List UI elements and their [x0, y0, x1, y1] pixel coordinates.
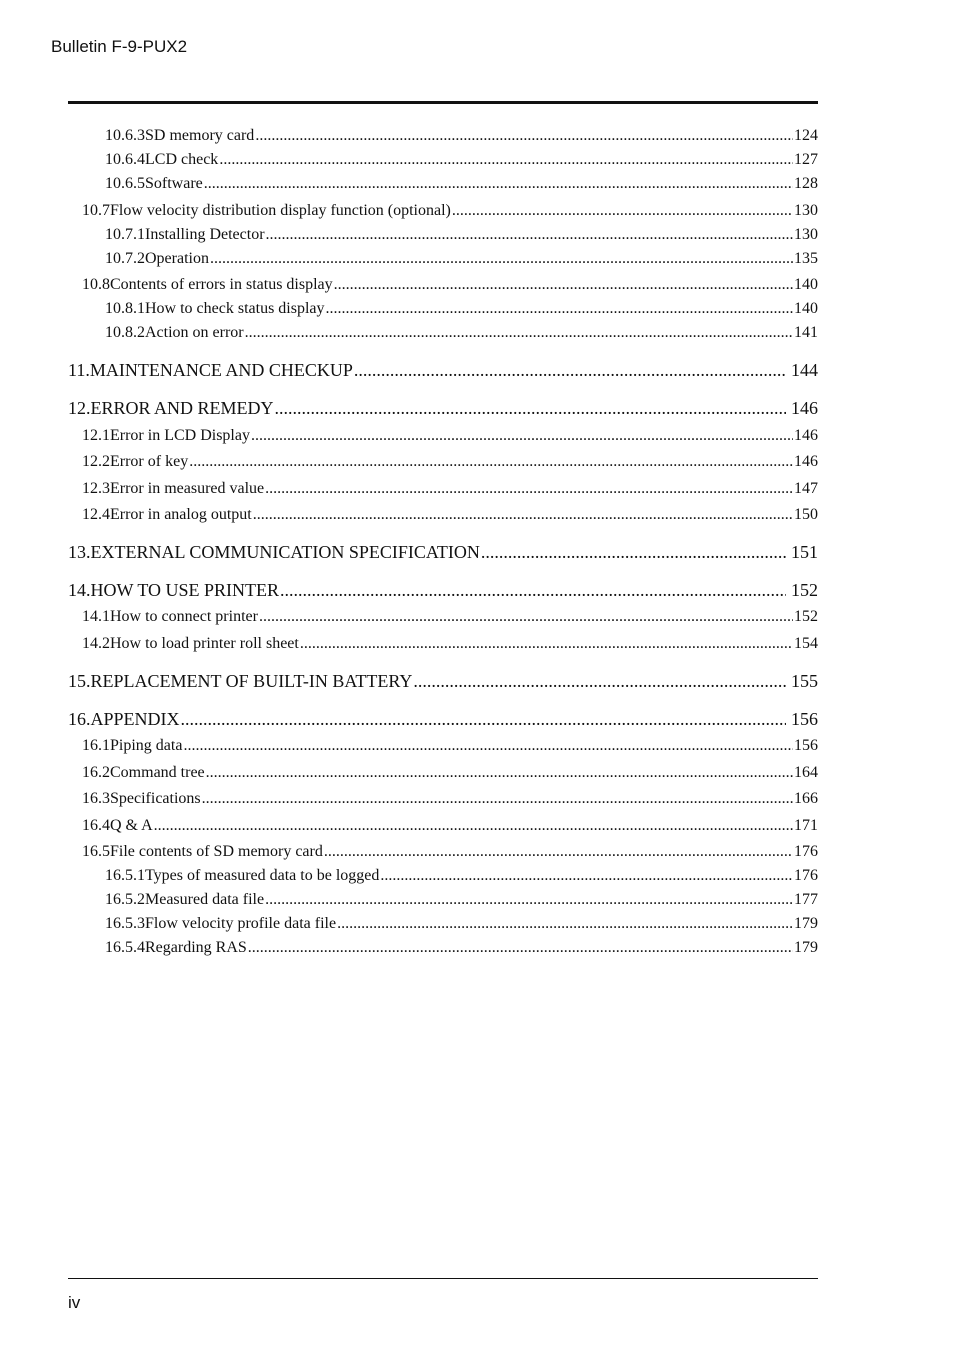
- toc-entry-title: File contents of SD memory card: [110, 843, 323, 860]
- toc-entry-title: LCD check: [145, 151, 219, 168]
- toc-entry-title: How to connect printer: [110, 608, 258, 625]
- toc-entry-title: REPLACEMENT OF BUILT-IN BATTERY: [90, 671, 413, 691]
- toc-leader-dots: [251, 427, 793, 445]
- toc-leader-dots: [354, 360, 786, 381]
- toc-chapter[interactable]: [68, 398, 818, 419]
- toc-entry[interactable]: [105, 127, 818, 145]
- toc-entry-page: 156: [794, 737, 818, 754]
- toc-entry-page: 140: [794, 300, 818, 317]
- toc-entry-title: Flow velocity profile data file: [145, 915, 337, 932]
- toc-entry-page: 177: [794, 891, 818, 908]
- toc-entry-number: 10.8.1: [105, 300, 145, 317]
- toc-entry[interactable]: [82, 202, 818, 220]
- toc-entry-title: Command tree: [110, 764, 205, 781]
- toc-entry-title: Specifications: [110, 790, 201, 807]
- toc-entry-title: Software: [145, 175, 203, 192]
- toc-entry-title: HOW TO USE PRINTER: [90, 580, 280, 600]
- toc-entry-title: Flow velocity distribution display function (optional): [110, 202, 451, 219]
- toc-entry-number: 16.5.2: [105, 891, 145, 908]
- toc-entry-number: 12.2: [82, 453, 110, 470]
- toc-entry-page: 127: [794, 151, 818, 168]
- toc-entry-number: 14.1: [82, 608, 110, 625]
- toc-entry-page: 146: [794, 427, 818, 444]
- toc-entry-page: 176: [794, 843, 818, 860]
- toc-entry-number: 14.: [68, 580, 91, 600]
- toc-entry-number: 10.7: [82, 202, 110, 219]
- toc-entry-number: 10.7.2: [105, 250, 145, 267]
- toc-entry-number: 16.5: [82, 843, 110, 860]
- toc-entry[interactable]: [82, 276, 818, 294]
- toc-entry[interactable]: [105, 915, 818, 933]
- toc-entry[interactable]: [105, 324, 818, 342]
- toc-entry-title: Error of key: [110, 453, 189, 470]
- toc-entry-number: 16.5.1: [105, 867, 145, 884]
- toc-entry-number: 16.5.4: [105, 939, 145, 956]
- toc-leader-dots: [154, 817, 793, 835]
- toc-leader-dots: [204, 175, 793, 193]
- bulletin-header: Bulletin F-9-PUX2: [51, 37, 188, 56]
- toc-entry[interactable]: [105, 175, 818, 193]
- toc-entry-title: Installing Detector: [145, 226, 265, 243]
- toc-entry-number: 16.1: [82, 737, 110, 754]
- toc-leader-dots: [183, 737, 793, 755]
- toc-entry-page: 164: [794, 764, 818, 781]
- toc-entry-number: 12.: [68, 398, 91, 418]
- toc-entry-title: How to load printer roll sheet: [110, 635, 299, 652]
- toc-entry-page: 166: [794, 790, 818, 807]
- toc-entry-number: 10.7.1: [105, 226, 145, 243]
- toc-entry-page: 144: [791, 360, 818, 380]
- toc-entry-page: 128: [794, 175, 818, 192]
- toc-entry[interactable]: [82, 506, 818, 524]
- toc-leader-dots: [481, 542, 786, 563]
- toc-leader-dots: [265, 891, 793, 909]
- toc-chapter[interactable]: [68, 709, 818, 730]
- toc-entry-number: 12.4: [82, 506, 110, 523]
- toc-entry[interactable]: [105, 939, 818, 957]
- toc-entry[interactable]: [82, 790, 818, 808]
- toc-entry-page: 179: [794, 939, 818, 956]
- toc-entry[interactable]: [105, 226, 818, 244]
- toc-entry[interactable]: [105, 867, 818, 885]
- toc-entry-page: 141: [794, 324, 818, 341]
- toc-entry-number: 12.1: [82, 427, 110, 444]
- toc-leader-dots: [202, 790, 793, 808]
- toc-entry[interactable]: [105, 151, 818, 169]
- toc-entry-title: ERROR AND REMEDY: [90, 398, 274, 418]
- toc-leader-dots: [413, 671, 786, 692]
- toc-entry[interactable]: [82, 608, 818, 626]
- toc-entry-number: 16.5.3: [105, 915, 145, 932]
- toc-entry-page: 154: [794, 635, 818, 652]
- toc-leader-dots: [255, 127, 793, 145]
- toc-entry-page: 140: [794, 276, 818, 293]
- toc-leader-dots: [181, 709, 786, 730]
- toc-entry-page: 135: [794, 250, 818, 267]
- toc-entry-number: 16.3: [82, 790, 110, 807]
- toc-leader-dots: [189, 453, 793, 471]
- toc-entry-page: 152: [794, 608, 818, 625]
- toc-entry-page: 176: [794, 867, 818, 884]
- toc-entry[interactable]: [82, 764, 818, 782]
- toc-leader-dots: [280, 580, 786, 601]
- toc-entry-title: Error in analog output: [110, 506, 252, 523]
- toc-leader-dots: [334, 276, 793, 294]
- toc-chapter[interactable]: [68, 360, 818, 381]
- toc-entry-title: Piping data: [110, 737, 183, 754]
- toc-entry-title: EXTERNAL COMMUNICATION SPECIFICATION: [90, 542, 480, 562]
- toc-entry-number: 16.: [68, 709, 91, 729]
- toc-entry-page: 179: [794, 915, 818, 932]
- toc-entry[interactable]: [82, 843, 818, 861]
- toc-leader-dots: [275, 398, 786, 419]
- toc-entry-title: APPENDIX: [90, 709, 180, 729]
- toc-entry-page: 124: [794, 127, 818, 144]
- toc-entry-title: Regarding RAS: [145, 939, 247, 956]
- toc-entry[interactable]: [105, 250, 818, 268]
- toc-entry[interactable]: [82, 453, 818, 471]
- toc-entry-page: 152: [791, 580, 818, 600]
- toc-chapter[interactable]: [68, 580, 818, 601]
- page-number: iv: [68, 1293, 81, 1312]
- toc-entry-number: 10.6.5: [105, 175, 145, 192]
- toc-entry-title: Measured data file: [145, 891, 265, 908]
- toc-leader-dots: [206, 764, 793, 782]
- toc-entry-page: 130: [794, 226, 818, 243]
- toc-entry-page: 156: [791, 709, 818, 729]
- toc-entry-page: 171: [794, 817, 818, 834]
- toc-entry-page: 155: [791, 671, 818, 691]
- toc-leader-dots: [265, 480, 793, 498]
- toc-entry-title: Operation: [145, 250, 209, 267]
- toc-entry-number: 10.6.3: [105, 127, 145, 144]
- toc-entry-number: 13.: [68, 542, 91, 562]
- toc-entry-page: 147: [794, 480, 818, 497]
- toc-leader-dots: [452, 202, 793, 220]
- toc-entry-number: 10.8.2: [105, 324, 145, 341]
- toc-entry[interactable]: [105, 300, 818, 318]
- toc-chapter[interactable]: [68, 671, 818, 692]
- footer-rule: [68, 1278, 818, 1279]
- toc-entry-title: MAINTENANCE AND CHECKUP: [89, 360, 353, 380]
- toc-leader-dots: [337, 915, 793, 933]
- toc-leader-dots: [219, 151, 793, 169]
- toc-entry-number: 16.4: [82, 817, 110, 834]
- toc-leader-dots: [248, 939, 793, 957]
- toc-leader-dots: [210, 250, 793, 268]
- toc-entry-page: 146: [791, 398, 818, 418]
- toc-entry-title: Types of measured data to be logged: [145, 867, 380, 884]
- toc-entry-number: 12.3: [82, 480, 110, 497]
- toc-entry-number: 10.6.4: [105, 151, 145, 168]
- toc-entry-page: 130: [794, 202, 818, 219]
- toc-leader-dots: [380, 867, 793, 885]
- toc-entry-title: SD memory card: [145, 127, 255, 144]
- toc-entry-title: How to check status display: [145, 300, 325, 317]
- toc-leader-dots: [324, 843, 793, 861]
- toc-entry[interactable]: [82, 737, 818, 755]
- toc-entry-number: 16.2: [82, 764, 110, 781]
- toc-entry-title: Contents of errors in status display: [110, 276, 333, 293]
- toc-entry[interactable]: [82, 480, 818, 498]
- toc-entry-title: Action on error: [145, 324, 244, 341]
- toc-entry[interactable]: [82, 635, 818, 653]
- toc-leader-dots: [300, 635, 793, 653]
- toc-entry-number: 11.: [68, 360, 90, 380]
- toc-entry-page: 151: [791, 542, 818, 562]
- toc-entry-number: 10.8: [82, 276, 110, 293]
- toc-entry-page: 150: [794, 506, 818, 523]
- toc-entry-page: 146: [794, 453, 818, 470]
- toc-leader-dots: [253, 506, 793, 524]
- toc-chapter[interactable]: [68, 542, 818, 563]
- toc-entry[interactable]: [105, 891, 818, 909]
- toc-leader-dots: [259, 608, 793, 626]
- toc-entry-title: Error in measured value: [110, 480, 265, 497]
- toc-leader-dots: [326, 300, 793, 318]
- toc-entry[interactable]: [82, 817, 818, 835]
- toc-entry-number: 15.: [68, 671, 91, 691]
- toc-entry-title: Q & A: [110, 817, 153, 834]
- toc-leader-dots: [266, 226, 793, 244]
- toc-entry-title: Error in LCD Display: [110, 427, 250, 444]
- toc-entry-number: 14.2: [82, 635, 110, 652]
- toc-entry[interactable]: [82, 427, 818, 445]
- toc-leader-dots: [245, 324, 793, 342]
